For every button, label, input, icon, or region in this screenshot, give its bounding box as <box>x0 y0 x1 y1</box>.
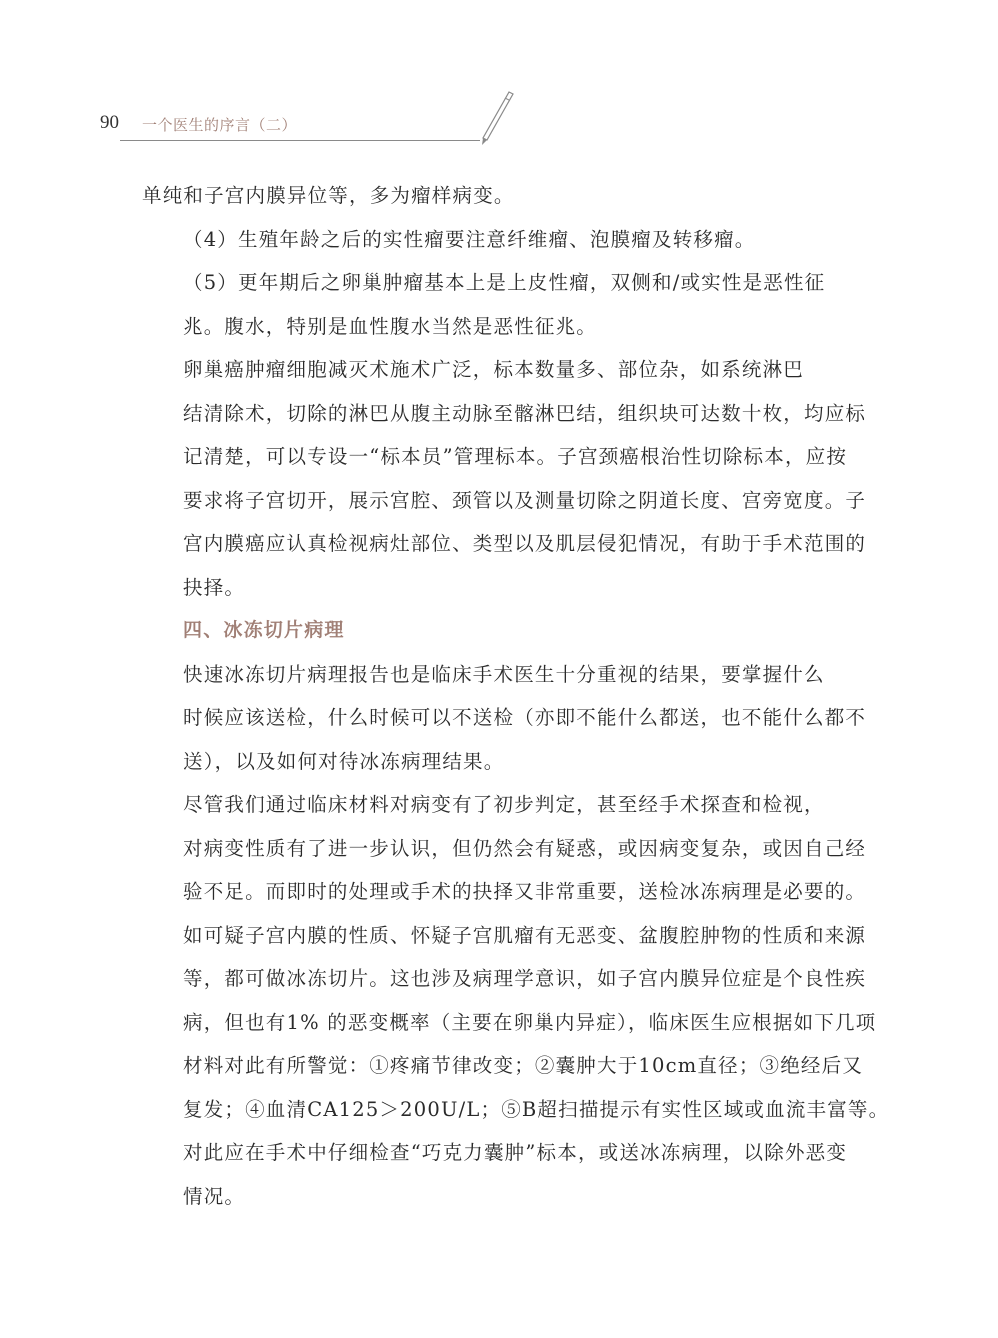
text-line: 抉择。 <box>183 575 246 599</box>
body-text <box>142 174 890 1218</box>
page-header <box>100 108 520 148</box>
text-line: 复发；④血清CA125＞200U/L；⑤B超扫描提示有实性区域或血流丰富等。 <box>183 1097 890 1121</box>
pen-icon <box>475 90 515 146</box>
paragraph <box>142 218 842 262</box>
text-line: 快速冰冻切片病理报告也是临床手术医生十分重视的结果，要掌握什么 <box>183 662 825 686</box>
book-title: 一个医生的序言（二） <box>142 116 298 134</box>
text-line: 要求将子宫切开，展示宫腔、颈管以及测量切除之阴道长度、宫旁宽度。子 <box>183 488 867 512</box>
paragraph <box>142 348 867 609</box>
text-line: （4）生殖年龄之后的实性瘤要注意纤维瘤、泡膜瘤及转移瘤。 <box>183 227 756 251</box>
page-number: 90 <box>100 112 119 133</box>
text-line: 情况。 <box>183 1184 246 1208</box>
text-line: 验不足。而即时的处理或手术的抉择又非常重要，送检冰冻病理是必要的。 <box>183 880 867 903</box>
text-line: 等，都可做冰冻切片。这也涉及病理学意识，如子宫内膜异位症是个良性疾 <box>183 967 867 990</box>
text-line: 材料对此有所警觉：①疼痛节律改变；②囊肿大于10cm直径；③绝经后又 <box>183 1054 864 1077</box>
text-line: 时候应该送检，什么时候可以不送检（亦即不能什么都送，也不能什么都不 <box>183 706 867 729</box>
paragraph <box>142 653 867 784</box>
text-line: 单纯和子宫内膜异位等，多为瘤样病变。 <box>142 184 515 207</box>
text-line: 宫内膜癌应认真检视病灶部位、类型以及肌层侵犯情况，有助于手术范围的 <box>183 532 867 555</box>
text-line: 对此应在手术中仔细检查“巧克力囊肿”标本，或送冰冻病理，以除外恶变 <box>183 1141 848 1164</box>
text-line: 兆。腹水，特别是血性腹水当然是恶性征兆。 <box>183 314 598 338</box>
paragraph <box>142 174 842 218</box>
text-line: 对病变性质有了进一步认识，但仍然会有疑惑，或因病变复杂，或因自己经 <box>183 836 867 860</box>
paragraph <box>142 783 890 1218</box>
text-line: 结清除术，切除的淋巴从腹主动脉至髂淋巴结，组织块可达数十枚，均应标 <box>183 401 867 425</box>
text-line: 尽管我们通过临床材料对病变有了初步判定，甚至经手术探查和检视， <box>183 793 825 816</box>
header-rule <box>120 140 480 141</box>
paragraph <box>142 261 842 348</box>
section-heading: 四、冰冻切片病理 <box>183 619 345 641</box>
text-line: 记清楚，可以专设一“标本员”管理标本。子宫颈癌根治性切除标本，应按 <box>183 445 848 468</box>
text-line: 卵巢癌肿瘤细胞减灭术施术广泛，标本数量多、部位杂，如系统淋巴 <box>183 358 805 381</box>
text-line: 如可疑子宫内膜的性质、怀疑子宫肌瘤有无恶变、盆腹腔肿物的性质和来源 <box>183 923 867 947</box>
text-line: （5）更年期后之卵巢肿瘤基本上是上皮性瘤，双侧和/或实性是恶性征 <box>183 271 826 294</box>
text-line: 送），以及如何对待冰冻病理结果。 <box>183 749 505 773</box>
text-line: 病，但也有1% 的恶变概率（主要在卵巢内异症），临床医生应根据如下几项 <box>183 1010 877 1034</box>
